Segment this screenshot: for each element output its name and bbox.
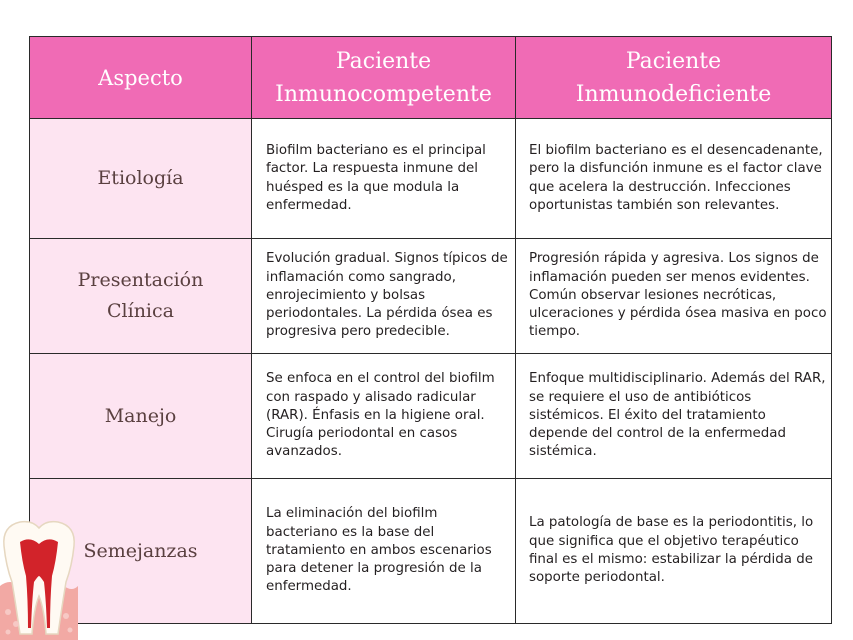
tooth-icon xyxy=(0,516,78,640)
deficient-text: Enfoque multidisciplinario. Además del RAR, se requiere el uso de antibióticos sistémicos. El éxito del tratamiento depende del control de la enfermedad sistémica. xyxy=(529,371,826,460)
header-inmunocompetente-line1: Paciente xyxy=(335,48,432,74)
aspect-label: Semejanzas xyxy=(83,539,198,562)
header-inmunocompetente xyxy=(252,37,516,119)
table-row xyxy=(30,119,832,239)
aspect-cell xyxy=(30,239,252,354)
competent-text: Evolución gradual. Signos típicos de inflamación como sangrado, enrojecimiento y bolsas periodontales. La pérdida ósea es progresiva pero predecible. xyxy=(266,251,508,340)
table-row xyxy=(30,239,832,354)
header-aspecto: Aspecto xyxy=(30,37,252,119)
competent-cell xyxy=(252,239,516,354)
aspect-cell xyxy=(30,119,252,239)
deficient-text: Progresión rápida y agresiva. Los signos de inflamación pueden ser menos evidentes. Común observar lesiones necróticas, ulceraciones y pérdida ósea masiva en poco tiempo. xyxy=(529,251,827,340)
competent-cell xyxy=(252,354,516,479)
comparison-table xyxy=(29,36,832,624)
header-inmunodeficiente-line1: Paciente xyxy=(625,48,722,74)
aspect-label-line1: Presentación xyxy=(77,269,204,291)
header-inmunocompetente-line2: Inmunocompetente xyxy=(275,81,492,107)
deficient-cell xyxy=(516,119,832,239)
competent-cell xyxy=(252,479,516,624)
deficient-text: La patología de base es la periodontitis, lo que significa que el objetivo terapéutico final es el mismo: estabilizar la pérdida de soporte periodontal. xyxy=(529,515,814,586)
aspect-cell xyxy=(30,354,252,479)
competent-cell xyxy=(252,119,516,239)
competent-text: Biofilm bacteriano es el principal factor. La respuesta inmune del huésped es la que modula la enfermedad. xyxy=(266,142,486,213)
table-row xyxy=(30,479,832,624)
aspect-label: Manejo xyxy=(104,404,177,427)
deficient-cell xyxy=(516,479,832,624)
deficient-text: El biofilm bacteriano es el desencadenante, pero la disfunción inmune es el factor clave que acelera la destrucción. Infecciones oportunistas también son relevantes. xyxy=(529,142,823,213)
aspect-label: Etiología xyxy=(97,167,184,189)
header-inmunodeficiente xyxy=(516,37,832,119)
deficient-cell xyxy=(516,354,832,479)
header-row xyxy=(30,37,832,119)
competent-text: La eliminación del biofilm bacteriano es la base del tratamiento en ambos escenarios para detener la progresión de la enfermedad. xyxy=(266,506,492,595)
aspect-label-line2: Clínica xyxy=(107,300,174,322)
deficient-cell xyxy=(516,239,832,354)
competent-text: Se enfoca en el control del biofilm con raspado y alisado radicular (RAR). Énfasis en la higiene oral. Cirugía periodontal en casos avanzados. xyxy=(266,371,495,460)
table-row xyxy=(30,354,832,479)
header-inmunodeficiente-line2: Inmunodeficiente xyxy=(575,81,772,107)
